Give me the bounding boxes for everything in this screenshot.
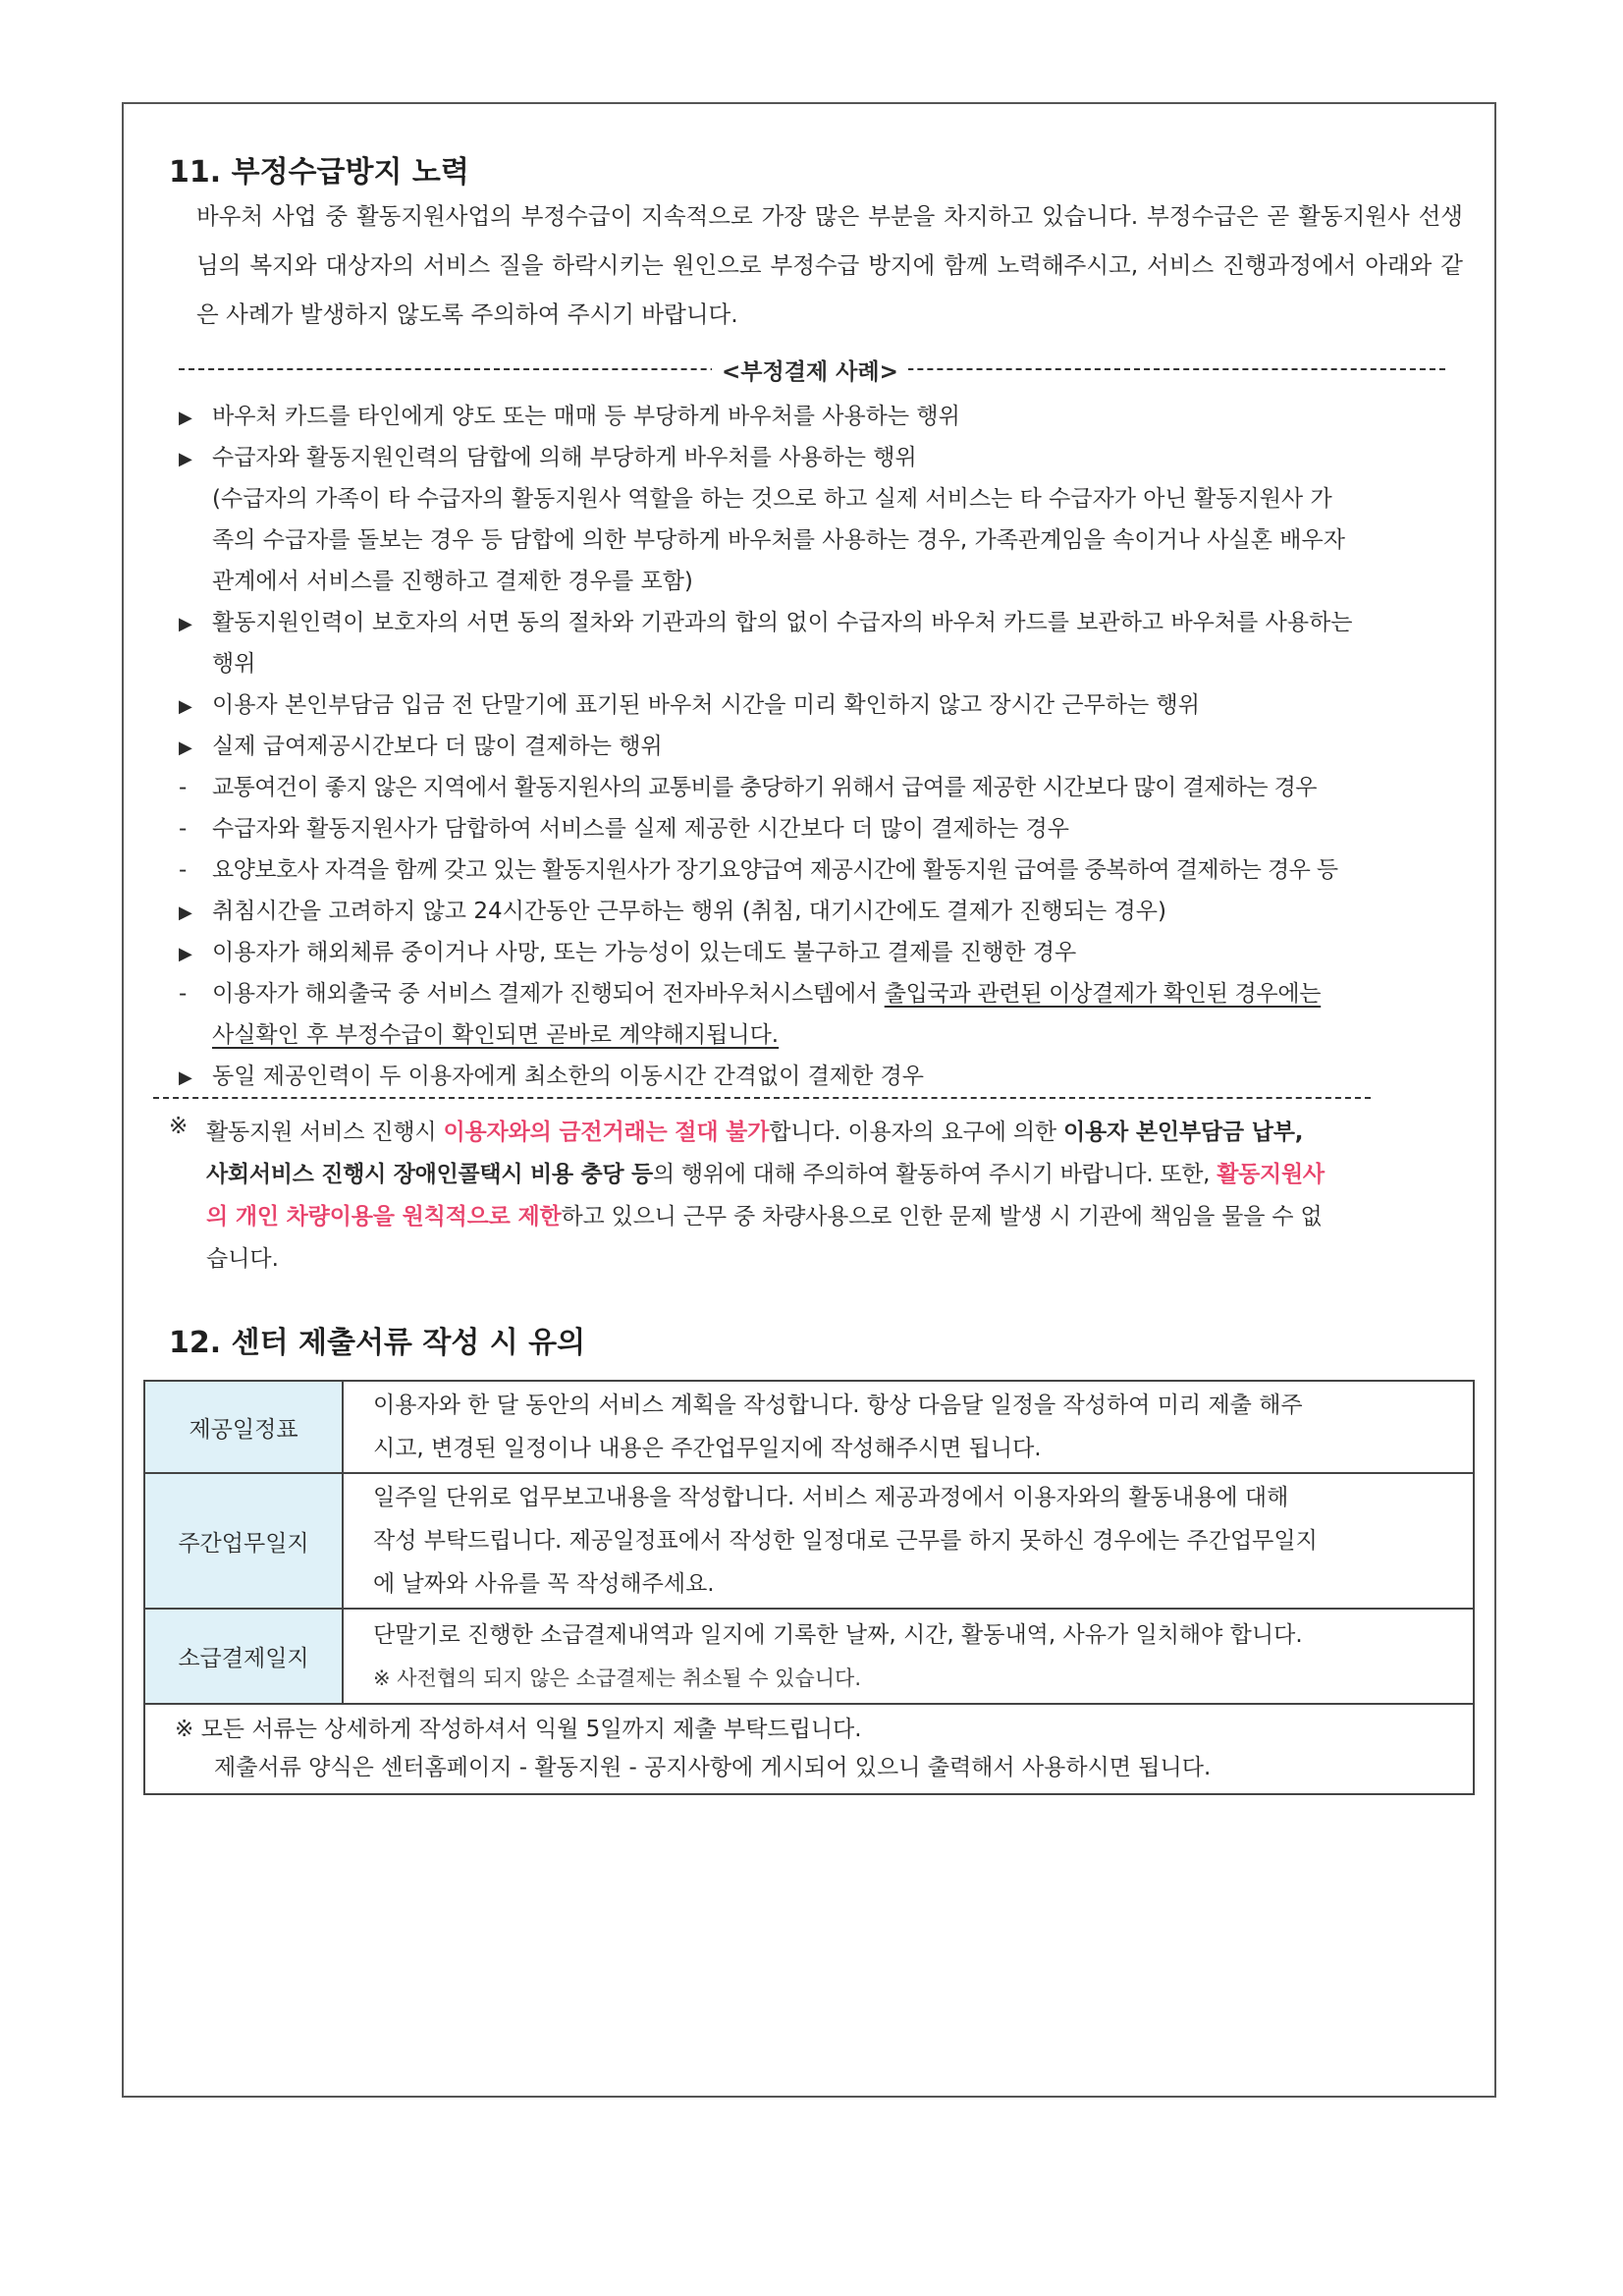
case-item: ▶ 활동지원인력이 보호자의 서면 동의 절차와 기관과의 합의 없이 수급자의 바우처 카드를 보관하고 바우처를 사용하는: [179, 610, 1353, 635]
case-item: ▶ 바우처 카드를 타인에게 양도 또는 매매 등 부당하게 바우처를 사용하는 행위: [179, 404, 960, 429]
bullet-arrow-icon: ▶: [179, 696, 192, 717]
case-item: ▶ 수급자와 활동지원인력의 담합에 의해 부당하게 바우처를 사용하는 행위: [179, 445, 917, 470]
case-item: ▶ 이용자가 해외체류 중이거나 사망, 또는 가능성이 있는데도 불구하고 결제를 진행한 경우: [179, 940, 1077, 965]
case-item: ▶ 취침시간을 고려하지 않고 24시간동안 근무하는 행위 (취침, 대기시간에도 결제가 진행되는 경우): [179, 899, 1166, 924]
row-content: 이용자와 한 달 동안의 서비스 계획을 작성합니다. 항상 다음달 일정을 작성하여 미리 제출 해주 시고, 변경된 일정이나 내용은 주간업무일지에 작성해주시면 됩니다.: [343, 1381, 1474, 1473]
section-11-title: 11. 부정수급방지 노력: [169, 155, 469, 190]
case-subitem: - 교통여건이 좋지 않은 지역에서 활동지원사의 교통비를 충당하기 위해서 급여를 제공한 시간보다 많이 결제하는 경우: [179, 775, 1317, 800]
row-label: 소급결제일지: [144, 1609, 343, 1704]
separator-dashed-line: [153, 1097, 1371, 1099]
table-row: [144, 1473, 1474, 1609]
case-item: ▶ 동일 제공인력이 두 이용자에게 최소한의 이동시간 간격없이 결제한 경우: [179, 1064, 925, 1089]
case-detail: (수급자의 가족이 타 수급자의 활동지원사 역할을 하는 것으로 하고 실제 서비스는 타 수급자가 아닌 활동지원사 가: [212, 486, 1332, 512]
case-item: ▶ 이용자 본인부담금 입금 전 단말기에 표기된 바우처 시간을 미리 확인하지 않고 장시간 근무하는 행위: [179, 692, 1200, 718]
case-detail: 관계에서 서비스를 진행하고 결제한 경우를 포함): [212, 569, 693, 594]
case-subitem: - 요양보호사 자격을 함께 갖고 있는 활동지원사가 장기요양급여 제공시간에 활동지원 급여를 중복하여 결제하는 경우 등: [179, 857, 1338, 883]
row-content: 단말기로 진행한 소급결제내역과 일지에 기록한 날짜, 시간, 활동내역, 사유가 일치해야 합니다. ※ 사전협의 되지 않은 소급결제는 취소될 수 있습니다.: [343, 1609, 1474, 1704]
table-footer-row: [144, 1704, 1474, 1794]
case-detail: 사실확인 후 부정수급이 확인되면 곧바로 계약해지됩니다.: [212, 1022, 780, 1048]
bullet-arrow-icon: ▶: [179, 1067, 192, 1088]
note-mark: ※: [169, 1114, 189, 1139]
case-detail: 족의 수급자를 돌보는 경우 등 담합에 의한 부당하게 바우처를 사용하는 경우, 가족관계임을 속이거나 사실혼 배우자: [212, 527, 1345, 553]
table-row: [144, 1609, 1474, 1704]
row-label: 주간업무일지: [144, 1473, 343, 1609]
note-line: 활동지원 서비스 진행시 이용자와의 금전거래는 절대 불가합니다. 이용자의 요구에 의한 이용자 본인부담금 납부,: [206, 1120, 1304, 1145]
submission-documents-table: [143, 1380, 1475, 1795]
bullet-arrow-icon: ▶: [179, 902, 192, 923]
case-subitem: - 이용자가 해외출국 중 서비스 결제가 진행되어 전자바우처시스템에서 출입국과 관련된 이상결제가 확인된 경우에는: [179, 981, 1322, 1007]
note-line: 습니다.: [206, 1246, 279, 1272]
section-11-intro: 바우처 사업 중 활동지원사업의 부정수급이 지속적으로 가장 많은 부분을 차지하고 있습니다. 부정수급은 곧 활동지원사 선생님의 복지와 대상자의 서비스 질을 하락시키는 원인으로 부정수급 방지에 함께 노력해주시고, 서비스 진행과정에서 아래와 같은 사례가 발생하지 않도록 주의하여 주시기 바랍니다.: [196, 202, 1463, 328]
note-line: 사회서비스 진행시 장애인콜택시 비용 충당 등의 행위에 대해 주의하여 활동하여 주시기 바랍니다. 또한, 활동지원사: [206, 1162, 1325, 1187]
table-footer-note: ※ 모든 서류는 상세하게 작성하셔서 익월 5일까지 제출 부탁드립니다. 제출서류 양식은 센터홈페이지 - 활동지원 - 공지사항에 게시되어 있으니 출력해서 사용하시면 됩니다.: [144, 1704, 1474, 1794]
case-subitem: - 수급자와 활동지원사가 담합하여 서비스를 실제 제공한 시간보다 더 많이 결제하는 경우: [179, 816, 1069, 842]
case-detail: 행위: [212, 651, 256, 677]
bullet-arrow-icon: ▶: [179, 738, 192, 758]
bullet-arrow-icon: ▶: [179, 408, 192, 428]
row-label: 제공일정표: [144, 1381, 343, 1473]
table-row: [144, 1381, 1474, 1473]
row-content: 일주일 단위로 업무보고내용을 작성합니다. 서비스 제공과정에서 이용자와의 활동내용에 대해 작성 부탁드립니다. 제공일정표에서 작성한 일정대로 근무를 하지 못하신 경우에는 주간업무일지 에 날짜와 사유를 꼭 작성해주세요.: [343, 1473, 1474, 1609]
note-line: 의 개인 차량이용을 원칙적으로 제한하고 있으니 근무 중 차량사용으로 인한 문제 발생 시 기관에 책임을 물을 수 없: [206, 1204, 1323, 1230]
separator-label: <부정결제 사례>: [712, 354, 908, 386]
bullet-arrow-icon: ▶: [179, 614, 192, 634]
case-item: ▶ 실제 급여제공시간보다 더 많이 결제하는 행위: [179, 734, 663, 759]
section-12-title: 12. 센터 제출서류 작성 시 유의: [169, 1326, 586, 1360]
bullet-arrow-icon: ▶: [179, 449, 192, 469]
bullet-arrow-icon: ▶: [179, 944, 192, 964]
